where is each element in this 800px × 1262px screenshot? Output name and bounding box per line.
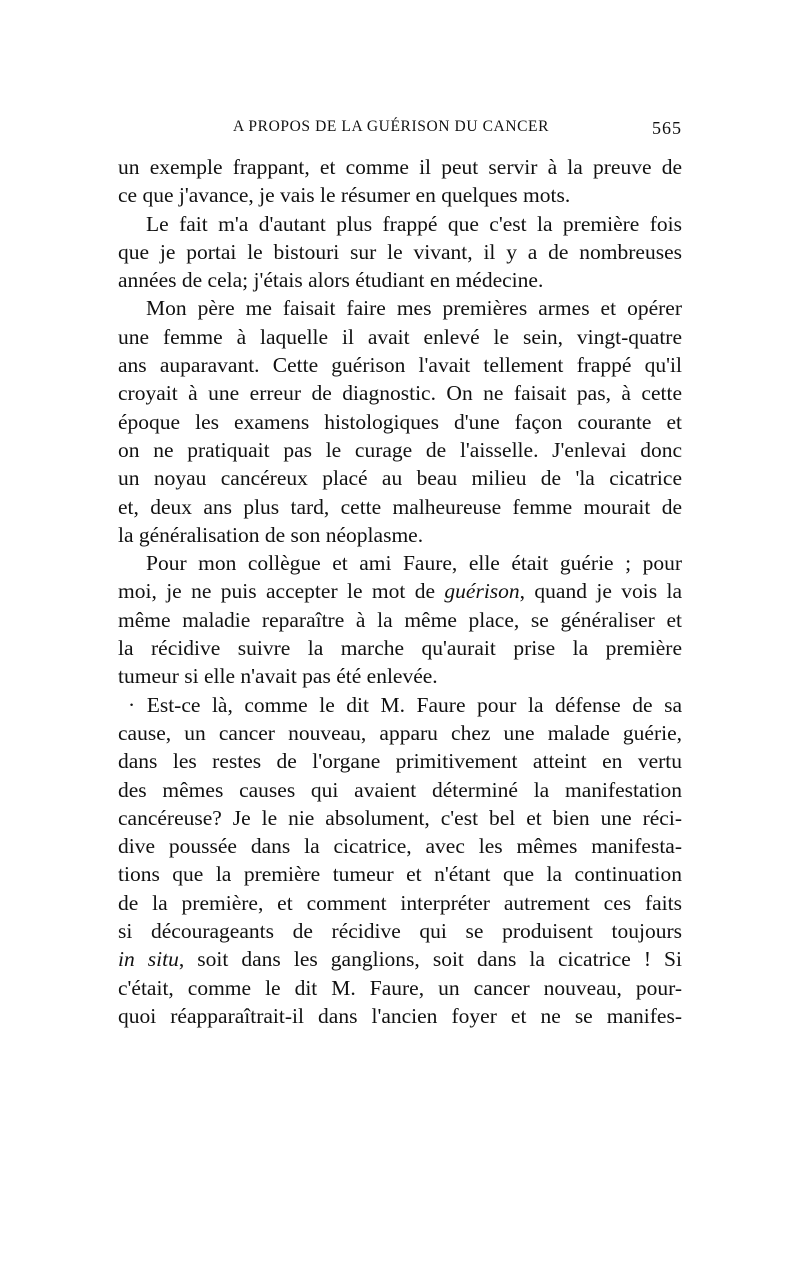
text-line: c'était, comme le dit M. Faure, un cancer nouveau, pour- (118, 975, 682, 1000)
text-line: la généralisation de son néoplasme. (118, 522, 424, 547)
body-text (118, 153, 682, 1030)
text-fragment: , quand je vois la (519, 579, 682, 604)
text-line: années de cela; j'étais alors étudiant en médecine. (118, 268, 544, 293)
text-line: · Est-ce là, comme le dit M. Faure pour la défense de sa (128, 692, 682, 717)
text-line: cause, un cancer nouveau, apparu chez une malade guérie, (118, 720, 682, 745)
text-line: un exemple frappant, et comme il peut servir à la preuve de (118, 155, 682, 179)
text-line: dive poussée dans la cicatrice, avec les mêmes manifesta- (118, 834, 682, 859)
running-title: A PROPOS DE LA GUÉRISON DU CANCER (233, 118, 550, 135)
text-line: Pour mon collègue et ami Faure, elle était guérie ; pour (146, 551, 682, 576)
text-line: quoi réapparaîtrait-il dans l'ancien foyer et ne se manifes- (118, 1003, 682, 1028)
text-line: même maladie reparaître à la même place, se généraliser et (118, 607, 682, 632)
text-line: que je portai le bistouri sur le vivant, il y a de nombreuses (118, 239, 682, 264)
text-line: tions que la première tumeur et n'étant que la continuation (118, 862, 682, 887)
text-line: et, deux ans plus tard, cette malheureuse femme mourait de (118, 494, 682, 519)
text-line: ans auparavant. Cette guérison l'avait tellement frappé qu'il (118, 353, 682, 378)
text-line: époque les examens histologiques d'une façon courante et (118, 409, 682, 434)
italic-word: guérison (444, 579, 520, 604)
text-line: des mêmes causes qui avaient déterminé la manifestation (118, 777, 682, 802)
text-line: un noyau cancéreux placé au beau milieu de 'la cicatrice (118, 466, 682, 491)
text-line (118, 945, 682, 973)
text-fragment: , soit dans les ganglions, soit dans la cicatrice ! Si (178, 947, 682, 972)
text-line: Mon père me faisait faire mes premières armes et opérer (146, 296, 682, 321)
text-line: Le fait m'a d'autant plus frappé que c'est la première fois (146, 211, 682, 236)
text-line (118, 577, 682, 605)
italic-word: in situ (118, 947, 179, 972)
text-line: dans les restes de l'organe primitivement atteint en vertu (118, 749, 682, 774)
text-line: cancéreuse? Je le nie absolument, c'est bel et bien une réci- (118, 805, 682, 830)
text-line: une femme à laquelle il avait enlevé le sein, vingt-quatre (118, 324, 682, 349)
page-number: 565 (652, 118, 682, 138)
text-line: de la première, et comment interpréter autrement ces faits (118, 890, 682, 915)
text-line: croyait à une erreur de diagnostic. On ne faisait pas, à cette (118, 381, 682, 406)
text-line: la récidive suivre la marche qu'aurait prise la première (118, 636, 682, 661)
text-fragment: moi, je ne puis accepter le mot de (118, 579, 445, 604)
running-header (118, 118, 682, 140)
text-line: ce que j'avance, je vais le résumer en quelques mots. (118, 183, 571, 208)
text-line: si décourageants de récidive qui se produisent toujours (118, 919, 682, 944)
text-line: on ne pratiquait pas le curage de l'aisselle. J'enlevai donc (118, 437, 682, 462)
text-line: tumeur si elle n'avait pas été enlevée. (118, 664, 438, 689)
